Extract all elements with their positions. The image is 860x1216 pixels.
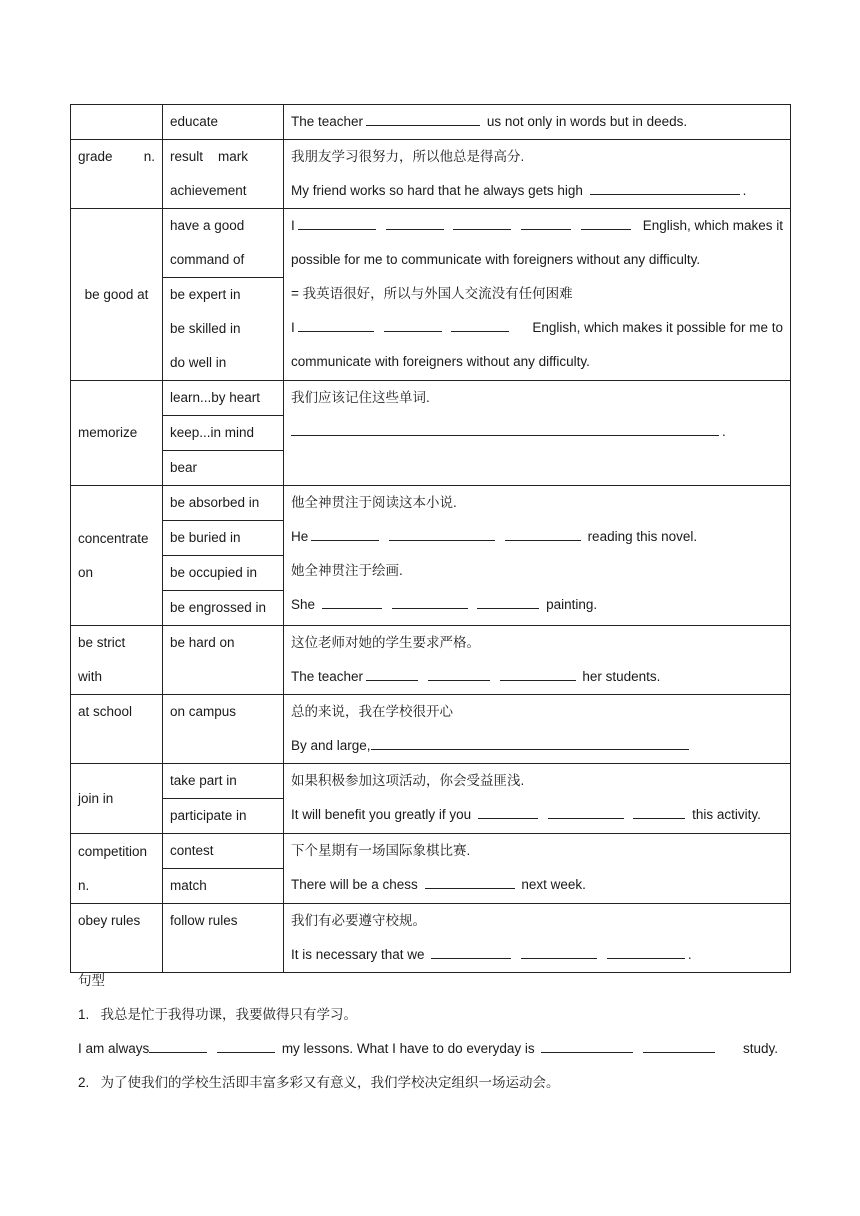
synonym-cell: follow rules	[163, 904, 284, 973]
example-cell: 总的来说，我在学校很开心 By and large,	[284, 695, 791, 764]
word-cell: concentrate on	[71, 486, 163, 626]
synonym-cell: bear	[163, 451, 284, 486]
synonym-cell: learn...by heart	[163, 381, 284, 416]
answer-blank[interactable]	[371, 735, 689, 750]
answer-blank[interactable]	[548, 804, 624, 819]
word-cell: obey rules	[71, 904, 163, 973]
table-row	[71, 209, 791, 278]
answer-blank[interactable]	[384, 317, 442, 332]
answer-blank[interactable]	[298, 215, 376, 230]
answer-blank[interactable]	[366, 111, 480, 126]
synonym-cell: be engrossed in	[163, 591, 284, 626]
table-row	[71, 695, 791, 764]
answer-blank[interactable]	[451, 317, 509, 332]
word-cell: join in	[71, 764, 163, 834]
word-cell: be strict with	[71, 626, 163, 695]
answer-blank[interactable]	[643, 1038, 715, 1053]
example-cell: 他全神贯注于阅读这本小说. He reading this novel. 她全神贯注于绘画. She painting.	[284, 486, 791, 626]
answer-blank[interactable]	[322, 594, 382, 609]
vocabulary-table	[70, 104, 791, 973]
table-row	[71, 381, 791, 416]
answer-blank[interactable]	[298, 317, 374, 332]
sentence-patterns-section	[78, 964, 778, 1100]
answer-blank[interactable]	[217, 1038, 275, 1053]
word-cell	[71, 105, 163, 140]
answer-blank[interactable]	[386, 215, 444, 230]
answer-blank[interactable]	[431, 944, 511, 959]
answer-blank[interactable]	[607, 944, 685, 959]
synonym-cell: match	[163, 869, 284, 904]
synonym-cell: take part in	[163, 764, 284, 799]
example-cell: 我们应该记住这些单词. .	[284, 381, 791, 486]
synonym-cell: result mark achievement	[163, 140, 284, 209]
section-title: 句型	[78, 973, 105, 988]
word-cell: memorize	[71, 381, 163, 486]
answer-blank[interactable]	[477, 594, 539, 609]
answer-blank[interactable]	[149, 1038, 207, 1053]
synonym-cell: on campus	[163, 695, 284, 764]
sentence-1-english: I am always my lessons. What I have to do everyday is study.	[78, 1032, 778, 1066]
answer-blank[interactable]	[428, 666, 490, 681]
example-cell: 下个星期有一场国际象棋比赛. There will be a chess next week.	[284, 834, 791, 904]
answer-blank[interactable]	[478, 804, 538, 819]
answer-blank[interactable]	[500, 666, 576, 681]
answer-blank[interactable]	[505, 526, 581, 541]
table-row	[71, 764, 791, 799]
answer-blank[interactable]	[392, 594, 468, 609]
synonym-cell: be occupied in	[163, 556, 284, 591]
example-cell: 如果积极参加这项活动，你会受益匪浅. It will benefit you greatly if you this activity.	[284, 764, 791, 834]
table-row	[71, 834, 791, 869]
word-cell: competition n.	[71, 834, 163, 904]
synonym-cell: participate in	[163, 799, 284, 834]
answer-blank[interactable]	[633, 804, 685, 819]
answer-blank[interactable]	[521, 944, 597, 959]
example-cell: 我朋友学习很努力，所以他总是得高分. My friend works so hard that he always gets high .	[284, 140, 791, 209]
synonym-cell: be absorbed in	[163, 486, 284, 521]
synonym-cell: have a good command of	[163, 209, 284, 278]
example-cell: 这位老师对她的学生要求严格。 The teacher her students.	[284, 626, 791, 695]
answer-blank[interactable]	[425, 874, 515, 889]
answer-blank[interactable]	[521, 215, 571, 230]
word-cell: grade n.	[71, 140, 163, 209]
example-cell: The teacher us not only in words but in deeds.	[284, 105, 791, 140]
example-cell: 我们有必要遵守校规。 It is necessary that we .	[284, 904, 791, 973]
table-row	[71, 486, 791, 521]
answer-blank[interactable]	[541, 1038, 633, 1053]
synonym-cell: keep...in mind	[163, 416, 284, 451]
answer-blank[interactable]	[366, 666, 418, 681]
synonym-cell: be hard on	[163, 626, 284, 695]
synonym-cell: educate	[163, 105, 284, 140]
answer-blank[interactable]	[590, 180, 740, 195]
answer-blank[interactable]	[581, 215, 631, 230]
word-cell: at school	[71, 695, 163, 764]
table-row	[71, 626, 791, 695]
table-row	[71, 140, 791, 209]
answer-blank[interactable]	[311, 526, 379, 541]
sentence-1-chinese: 1. 我总是忙于我得功课，我要做得只有学习。	[78, 1007, 358, 1022]
example-cell: I English, which makes it possible for me to communicate with foreigners without any difficulty. = 我英语很好，所以与外国人交流没有任何困难 I English, which makes it possible for me to communicate with foreigners without any difficulty.	[284, 209, 791, 381]
answer-blank[interactable]	[291, 421, 719, 436]
synonym-cell: contest	[163, 834, 284, 869]
table-row	[71, 105, 791, 140]
synonym-cell: be buried in	[163, 521, 284, 556]
answer-blank[interactable]	[453, 215, 511, 230]
synonym-cell: be expert in be skilled in do well in	[163, 278, 284, 381]
word-cell: be good at	[71, 209, 163, 381]
answer-blank[interactable]	[389, 526, 495, 541]
sentence-2-chinese: 2. 为了使我们的学校生活即丰富多彩又有意义，我们学校决定组织一场运动会。	[78, 1075, 560, 1090]
table-row	[71, 904, 791, 973]
